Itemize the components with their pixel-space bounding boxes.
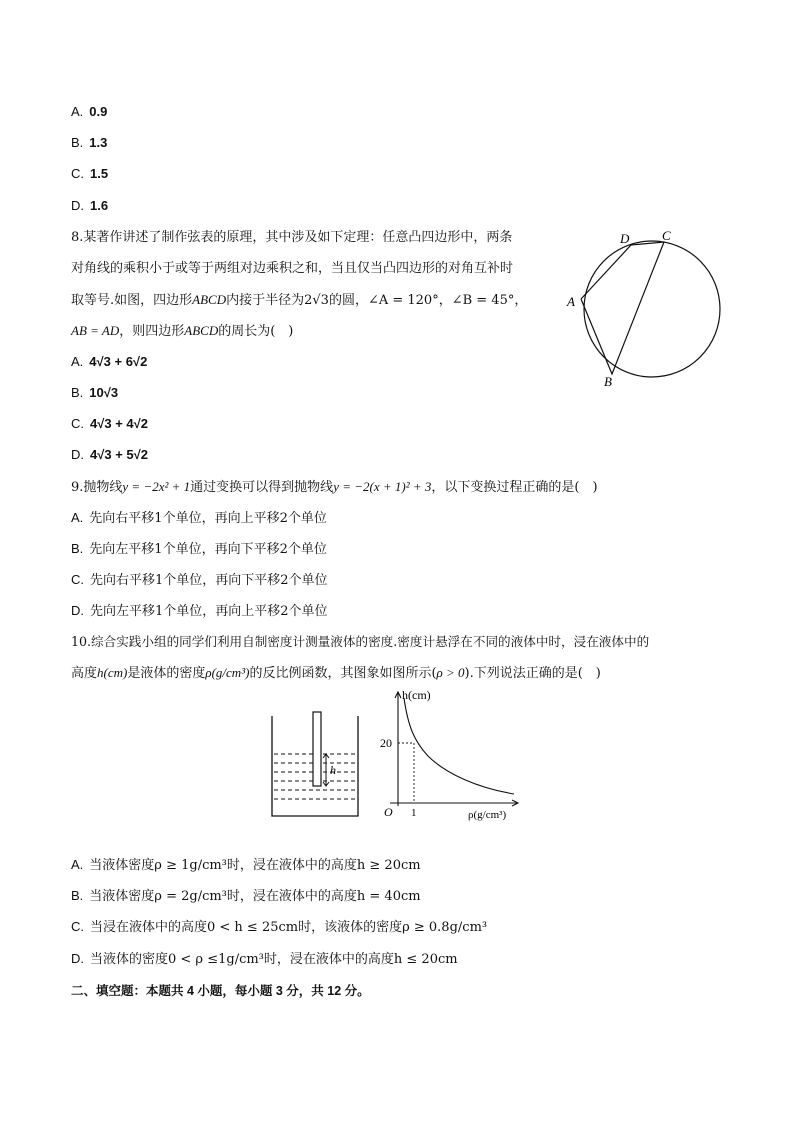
option-value: 4√3 + 5√2 [90, 447, 149, 462]
math: y = −2(x + 1)² + 3 [333, 479, 432, 494]
h-label: h [330, 763, 336, 777]
option-label: B. [71, 888, 84, 903]
q8-stem-line1: 8.某著作讲述了制作弦表的原理，其中涉及如下定理：任意凸四边形中，两条 [71, 230, 513, 245]
option-label: D. [71, 198, 84, 213]
option-value: 当液体的密度0 < ρ ≤1g/cm³时，浸在液体中的高度h ≤ 20cm [90, 952, 458, 967]
option-value: 先向右平移1个单位，再向上平移2个单位 [89, 511, 327, 526]
math: ρ > 0 [436, 665, 465, 680]
hydrometer [313, 712, 321, 786]
option-label: C. [71, 919, 84, 934]
option-label: D. [71, 447, 84, 462]
text: 高度 [71, 666, 98, 681]
text: 的反比例函数，其图象如图所示( [249, 666, 437, 681]
option-value: 当液体密度ρ ≥ 1g/cm³时，浸在液体中的高度h ≥ 20cm [89, 858, 421, 873]
math: ρ(g/cm³) [205, 665, 250, 680]
quadrilateral-abcd [581, 242, 664, 374]
option-label: A. [71, 354, 84, 369]
q9-stem [71, 478, 598, 497]
option-value: 4√3 + 6√2 [89, 354, 148, 369]
q10-stem-line1: 10.综合实践小组的同学们利用自制密度计测量液体的密度.密度计悬浮在不同的液体中时，浸在液体中的 [71, 634, 650, 649]
label-d: D [620, 231, 630, 246]
option-value: 先向左平移1个单位，再向下平移2个单位 [89, 542, 327, 557]
label-c: C [662, 228, 671, 243]
q8-option-c [71, 415, 148, 434]
option-value: 1.3 [89, 135, 108, 150]
q8-option-a [71, 353, 147, 372]
option-value: 当液体密度ρ = 2g/cm³时，浸在液体中的高度h = 40cm [89, 889, 421, 904]
q7-option-c [71, 165, 108, 184]
q10-option-b [71, 887, 421, 906]
q9-option-c [71, 571, 328, 590]
option-label: A. [71, 857, 84, 872]
text: ).下列说法正确的是( ) [464, 666, 601, 681]
text: 取等号.如图，四边形 [71, 293, 193, 308]
q8-stem-line3 [71, 291, 527, 310]
y-axis-label: h(cm) [402, 688, 431, 702]
q9-option-d [71, 602, 328, 621]
q8-option-d [71, 446, 148, 465]
option-value: 先向右平移1个单位，再向下平移2个单位 [90, 573, 328, 588]
option-label: D. [71, 603, 84, 618]
math: ABCD [184, 323, 219, 338]
option-label: A. [71, 510, 84, 525]
q10-beaker-figure [268, 710, 364, 820]
math: √3 [312, 293, 329, 308]
q9-option-a [71, 509, 327, 528]
math: ABCD [192, 292, 227, 307]
option-value: 1.5 [90, 166, 109, 181]
q8-circle-figure [560, 228, 730, 390]
option-value: 当浸在液体中的高度0 < h ≤ 25cm时，该液体的密度ρ ≥ 0.8g/cm³ [90, 920, 488, 935]
q7-option-b [71, 134, 107, 153]
q10-option-d [71, 950, 458, 969]
label-a: A [567, 294, 575, 309]
q10-option-c [71, 918, 487, 937]
text: 通过变换可以得到抛物线 [190, 480, 334, 495]
q10-stem-line2 [71, 664, 601, 683]
label-b: B [604, 374, 612, 389]
math: y = −2x² + 1 [122, 479, 191, 494]
option-value: 4√3 + 4√2 [90, 416, 149, 431]
option-label: C. [71, 166, 84, 181]
option-label: A. [71, 104, 84, 119]
option-label: C. [71, 572, 84, 587]
section-2-title: 二、填空题：本题共 4 小题，每小题 3 分，共 12 分。 [71, 984, 370, 998]
math: h(cm) [97, 665, 128, 680]
option-label: D. [71, 951, 84, 966]
q7-option-d [71, 197, 108, 216]
x-tick-1: 1 [411, 807, 417, 819]
option-value: 先向左平移1个单位，再向上平移2个单位 [90, 604, 328, 619]
math: AB = AD [71, 323, 120, 338]
text: 是液体的密度 [127, 666, 206, 681]
text: ，以下变换过程正确的是( ) [431, 480, 598, 495]
text: 内接于半径为2 [226, 293, 313, 308]
text: 9.抛物线 [71, 480, 123, 495]
q8-option-b [71, 384, 118, 403]
option-label: B. [71, 385, 84, 400]
text: ，则四边形 [119, 324, 185, 339]
q10-option-a [71, 856, 421, 875]
inverse-curve [404, 698, 514, 794]
q7-option-a [71, 103, 107, 122]
option-value: 0.9 [89, 104, 108, 119]
option-label: B. [71, 135, 84, 150]
q10-graph-figure [378, 686, 528, 826]
q8-stem-line2: 对角线的乘积小于或等于两组对边乘积之和，当且仅当凸四边形的对角互补时 [71, 261, 514, 276]
q9-option-b [71, 540, 327, 559]
option-label: B. [71, 541, 84, 556]
x-axis-label: ρ(g/cm³) [468, 809, 507, 821]
option-label: C. [71, 416, 84, 431]
option-value: 10√3 [89, 385, 119, 400]
q8-stem-line4 [71, 322, 293, 341]
text: 的周长为( ) [218, 324, 294, 339]
y-tick-20: 20 [380, 736, 392, 750]
origin-label: O [384, 805, 393, 819]
option-value: 1.6 [90, 198, 109, 213]
text: 的圆，∠A = 120°，∠B = 45°， [328, 293, 528, 308]
